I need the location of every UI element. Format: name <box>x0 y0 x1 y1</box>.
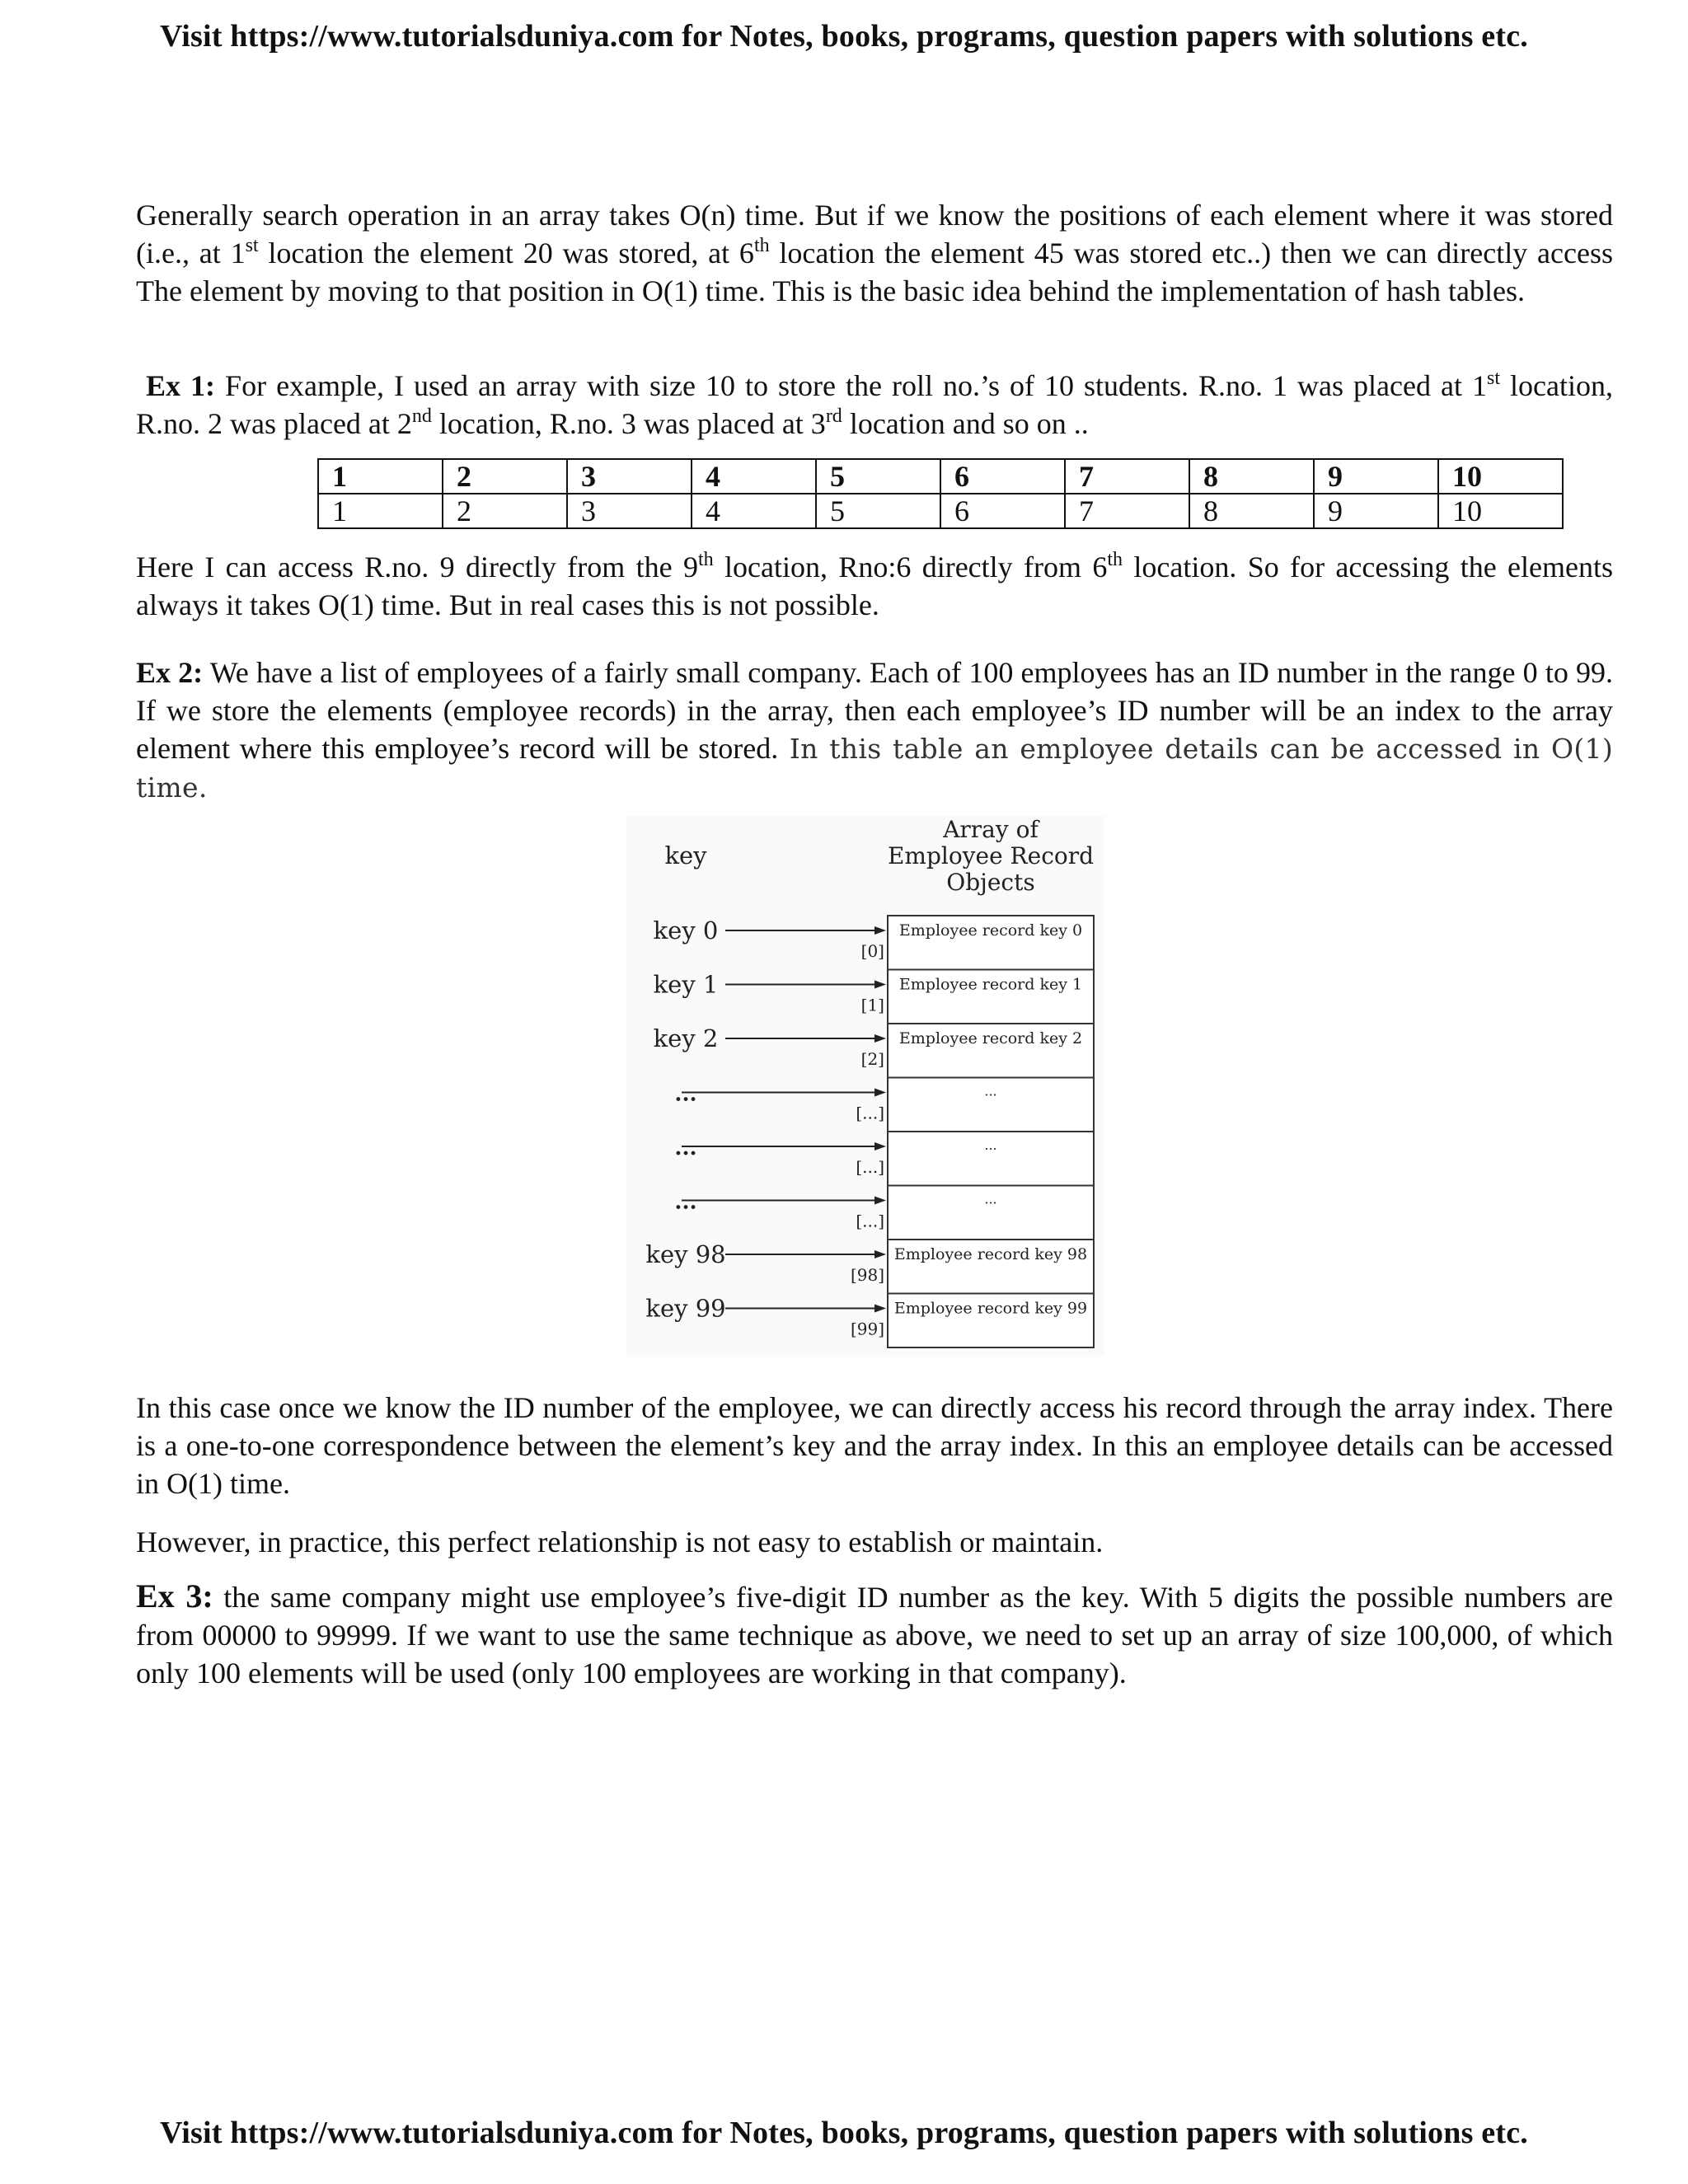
example-1-paragraph <box>136 367 1613 443</box>
arrow-head <box>874 1034 886 1043</box>
access-text-1: Here I can access R.no. 9 directly from the 9 <box>136 551 698 583</box>
array-index-label: [0] <box>860 941 884 961</box>
table-cell: 10 <box>1438 494 1563 528</box>
employee-record-label: Employee record key 99 <box>893 1299 1088 1318</box>
diagram-array-header-line: Employee Record <box>887 842 1095 869</box>
table-header-cell: 1 <box>318 459 443 494</box>
footer-banner: Visit https://www.tutorialsduniya.com for Notes, books, programs, question papers with solutions etc. <box>160 2116 1528 2150</box>
table-row <box>318 494 1563 528</box>
table-header-cell: 10 <box>1438 459 1563 494</box>
table-header-cell: 4 <box>692 459 816 494</box>
table-cell: 5 <box>816 494 940 528</box>
diagram-array-header-line: Objects <box>946 869 1035 896</box>
array-index-label: [2] <box>860 1049 884 1069</box>
diagram-key-label: key 1 <box>653 970 719 999</box>
example-2-text: We have a list of employees of a fairly small company. Each of 100 employees has an ID number in the range 0 to 99. If we store the elements (employee records) in the array, then each employee’s ID number will be an index to the array element where this employee’s record will be stored. <box>136 656 1613 765</box>
arrow-head <box>874 1305 886 1313</box>
intro-sup-1: st <box>245 235 259 256</box>
arrow-head <box>874 1250 886 1258</box>
diagram-key-header: key <box>664 841 707 869</box>
array-index-label: [98] <box>850 1265 884 1285</box>
table-cell: 4 <box>692 494 816 528</box>
diagram-key-label: ... <box>674 1136 697 1160</box>
example-1-text-1: For example, I used an array with size 10 to store the roll no.’s of 10 students. R.no. 1 was placed at 1 <box>215 369 1488 402</box>
practice-paragraph: However, in practice, this perfect relationship is not easy to establish or maintain. <box>136 1526 1104 1558</box>
array-index-label: [99] <box>850 1319 884 1339</box>
example-3-paragraph <box>136 1577 1613 1692</box>
arrow-head <box>874 1197 886 1205</box>
header-banner: Visit https://www.tutorialsduniya.com for Notes, books, programs, question papers with solutions etc. <box>160 19 1528 54</box>
arrow-head <box>874 981 886 989</box>
access-sup-2: th <box>1107 549 1123 570</box>
employee-record-label: Employee record key 1 <box>898 975 1083 994</box>
roll-number-table <box>317 458 1564 529</box>
access-sup-1: th <box>697 549 714 570</box>
example-1-text-3: location, R.no. 3 was placed at 3 <box>431 407 826 440</box>
table-header-row <box>318 459 1563 494</box>
diagram-rows <box>645 916 1094 1347</box>
diagram-figure <box>626 816 1104 1356</box>
employee-array-diagram <box>626 816 1104 1356</box>
access-paragraph <box>136 548 1613 624</box>
table-header-cell: 8 <box>1189 459 1314 494</box>
example-2-note: In this table an employee details can be accessed in O(1) time. <box>136 733 1613 804</box>
arrow-head <box>874 1142 886 1151</box>
example-1-text-2: location, R.no. 2 was placed at 2 <box>136 369 1614 440</box>
array-index-label: [...] <box>856 1103 884 1123</box>
table-header-cell: 3 <box>567 459 692 494</box>
table-header-cell: 5 <box>816 459 940 494</box>
table-cell: 6 <box>940 494 1065 528</box>
intro-sup-2: th <box>753 235 770 256</box>
table-header-cell: 6 <box>940 459 1065 494</box>
diagram-key-label: ... <box>674 1189 697 1215</box>
table-cell: 1 <box>318 494 443 528</box>
intro-paragraph <box>136 196 1613 310</box>
employee-record-label: ... <box>984 1137 997 1153</box>
table-cell: 2 <box>443 494 567 528</box>
example-3-label: Ex 3: <box>136 1577 213 1615</box>
diagram-key-label: key 99 <box>645 1294 726 1323</box>
correspondence-paragraph: In this case once we know the ID number of the employee, we can directly access his record through the array index. There is a one-to-one correspondence between the element’s key and the array index. In this an employee details can be accessed in O(1) time. <box>136 1391 1613 1500</box>
employee-record-label: Employee record key 2 <box>898 1029 1083 1047</box>
employee-record-label: ... <box>984 1191 997 1207</box>
employee-record-label: ... <box>984 1083 997 1099</box>
intro-text-2: location the element 20 was stored, at 6 <box>258 237 754 269</box>
employee-record-label: Employee record key 98 <box>893 1245 1088 1263</box>
table-header-cell: 9 <box>1314 459 1438 494</box>
table-cell: 8 <box>1189 494 1314 528</box>
example-1-sup-3: rd <box>825 405 842 427</box>
access-text-2: location, Rno:6 directly from 6 <box>713 551 1108 583</box>
table-header-cell: 7 <box>1065 459 1189 494</box>
example-2-label: Ex 2: <box>136 656 204 689</box>
example-3-text: the same company might use employee’s five-digit ID number as the key. With 5 digits the possible numbers are from 00000 to 99999. If we want to use the same technique as above, we need to set up an array of size 100,000, of which only 100 elements will be used (only 100 employees are working in that company). <box>136 1581 1613 1690</box>
table-cell: 3 <box>567 494 692 528</box>
array-index-label: [...] <box>856 1157 884 1177</box>
example-2-paragraph <box>136 654 1613 807</box>
example-1-sup-1: st <box>1487 368 1501 389</box>
diagram-key-label: key 0 <box>653 916 719 944</box>
arrow-head <box>874 1089 886 1097</box>
array-index-label: [...] <box>856 1211 884 1231</box>
diagram-array-header-line: Array of <box>943 816 1039 843</box>
intro-text-1: Generally search operation in an array takes O(n) time. But if we know the positions of each element where it was stored (i.e., at 1 <box>136 199 1613 269</box>
example-1-label: Ex 1: <box>146 369 216 402</box>
table-cell: 9 <box>1314 494 1438 528</box>
example-1-text-4: location and so on .. <box>842 407 1089 440</box>
example-1-sup-2: nd <box>411 405 432 427</box>
arrow-head <box>874 926 886 935</box>
table-header-cell: 2 <box>443 459 567 494</box>
access-text-3: location. So for accessing the elements always it takes O(1) time. But in real cases this is not possible. <box>136 551 1614 621</box>
employee-record-label: Employee record key 0 <box>898 921 1083 940</box>
diagram-key-label: ... <box>674 1081 697 1107</box>
array-index-label: [1] <box>860 995 884 1015</box>
table-cell: 7 <box>1065 494 1189 528</box>
diagram-key-label: key 2 <box>653 1024 719 1052</box>
diagram-key-label: key 98 <box>645 1240 726 1268</box>
intro-text-3: location the element 45 was stored etc..) then we can directly access The element by moving to that position in O(1) time. This is the basic idea behind the implementation of hash tables. <box>136 237 1613 307</box>
